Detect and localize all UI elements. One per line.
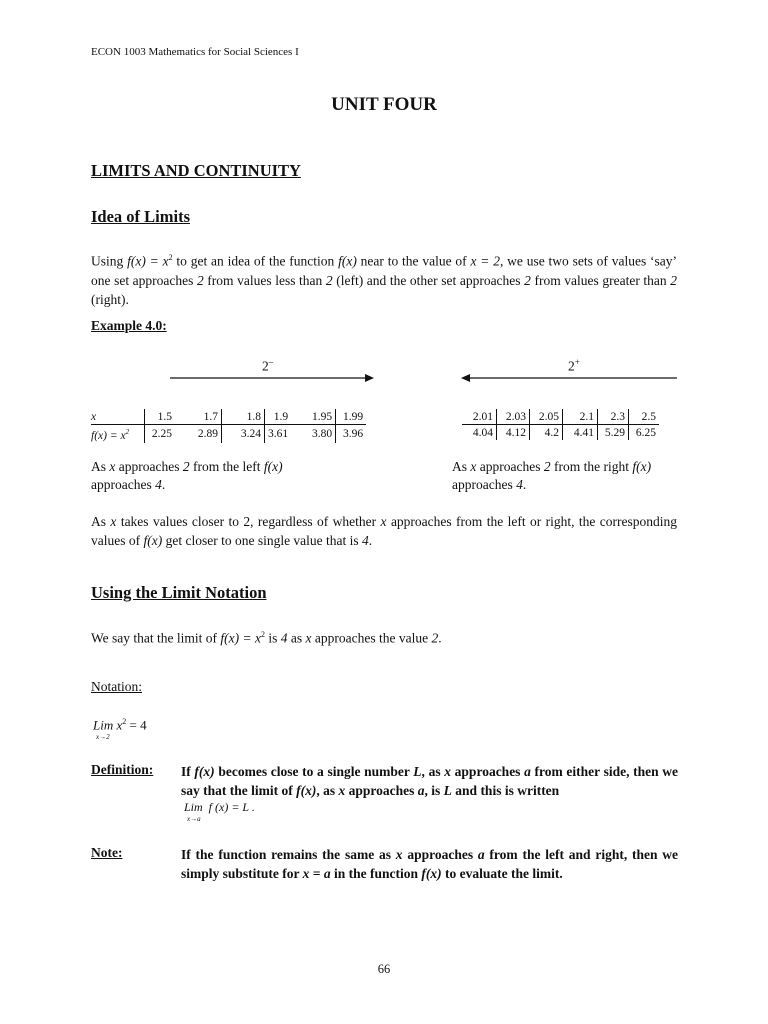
fx-label: $f(x) = x^2$ xyxy=(91,428,130,442)
right-values-table xyxy=(462,409,659,440)
idea-paragraph: Using $f(x) = x^2$ to get an idea of the function f(x) near to the value of x = 2, we use two sets of values ‘say’ one set approaches 2 from values less than 2 (left) and the other set approaches 2 from values greater than 2 (right). xyxy=(91,253,678,307)
table-cell: 2.1 xyxy=(563,409,598,425)
say-line: We say that the limit of $f(x) = x^2$ is 4 as x approaches the value 2. xyxy=(91,630,442,646)
example-label: Example 4.0: xyxy=(91,318,167,333)
table-cell: 2.01 xyxy=(462,409,497,425)
notation-label: Notation: xyxy=(91,679,142,694)
table-cell: 1.99 xyxy=(336,409,367,425)
table-cell: 2.5 xyxy=(629,409,660,425)
table-cell: 5.29 xyxy=(598,425,629,441)
table-cell: 4.12 xyxy=(497,425,530,441)
table-cell: 4.04 xyxy=(472,426,493,439)
table-cell: 2.03 xyxy=(497,409,530,425)
table-row xyxy=(462,425,659,441)
note-text: If the function remains the same as x approaches a from the left and right, then we simply substitute for x = a in the function f(x) to evaluate the limit. xyxy=(181,847,679,881)
table-cell: 6.25 xyxy=(629,425,660,441)
idea-heading: Idea of Limits xyxy=(91,207,190,226)
table-cell: 1.8 xyxy=(222,409,265,425)
table-cell: 2.25 xyxy=(145,425,176,443)
note-label: Note: xyxy=(91,845,123,860)
notation-heading: Using the Limit Notation xyxy=(91,583,267,602)
table-cell: 3.61 xyxy=(265,425,292,443)
table-cell: 4.41 xyxy=(563,425,598,441)
definition-text: If f(x) becomes close to a single number L, as x approaches a from either side, then we say that the limit of f(x), as x approaches a, is L and this is written xyxy=(181,764,679,798)
right-pointing-arrow-icon xyxy=(160,370,390,386)
unit-title: UNIT FOUR xyxy=(331,94,437,115)
table-cell: 1.95 xyxy=(291,409,336,425)
table-cell: 3.80 xyxy=(312,427,333,440)
page-number: 66 xyxy=(377,962,391,976)
closer-paragraph: As x takes values closer to 2, regardless of whether x approaches from the left or right, the corresponding values of f(x) get closer to one single value that is 4. xyxy=(91,514,678,548)
left-values-table xyxy=(91,409,366,443)
table-cell: 1.5 xyxy=(145,409,176,425)
table-row xyxy=(91,409,366,425)
left-arrow-label: 2– xyxy=(262,357,274,374)
table-cell: 4.2 xyxy=(530,425,563,441)
section-title: LIMITS AND CONTINUITY xyxy=(91,161,301,180)
right-caption: As x approaches 2 from the right f(x) approaches 4. xyxy=(452,459,652,492)
limit-subscript: x→2 xyxy=(96,733,110,741)
table-row xyxy=(91,425,366,443)
right-arrow-label: 2+ xyxy=(568,357,580,374)
definition-label: Definition: xyxy=(91,762,154,777)
table-row xyxy=(462,409,659,425)
table-cell: 2.05 xyxy=(530,409,563,425)
left-caption: As x approaches 2 from the left f(x) approaches 4. xyxy=(91,459,283,492)
x-label: x xyxy=(91,409,145,425)
table-cell: 2.89 xyxy=(197,427,218,440)
definition-subscript: x→a xyxy=(187,815,201,823)
limit-notation-formula: Lim $x^2 = 4$ xyxy=(93,717,147,733)
table-cell: 3.24 xyxy=(222,425,265,443)
running-header: ECON 1003 Mathematics for Social Sciences I xyxy=(91,46,299,58)
table-cell: 1.7 xyxy=(175,409,222,425)
left-pointing-arrow-icon xyxy=(455,370,685,386)
table-cell: 1.9 xyxy=(265,409,292,425)
definition-formula: Lim f (x) = L . xyxy=(184,800,255,814)
table-cell: 2.3 xyxy=(598,409,629,425)
table-cell: 3.96 xyxy=(336,425,367,443)
